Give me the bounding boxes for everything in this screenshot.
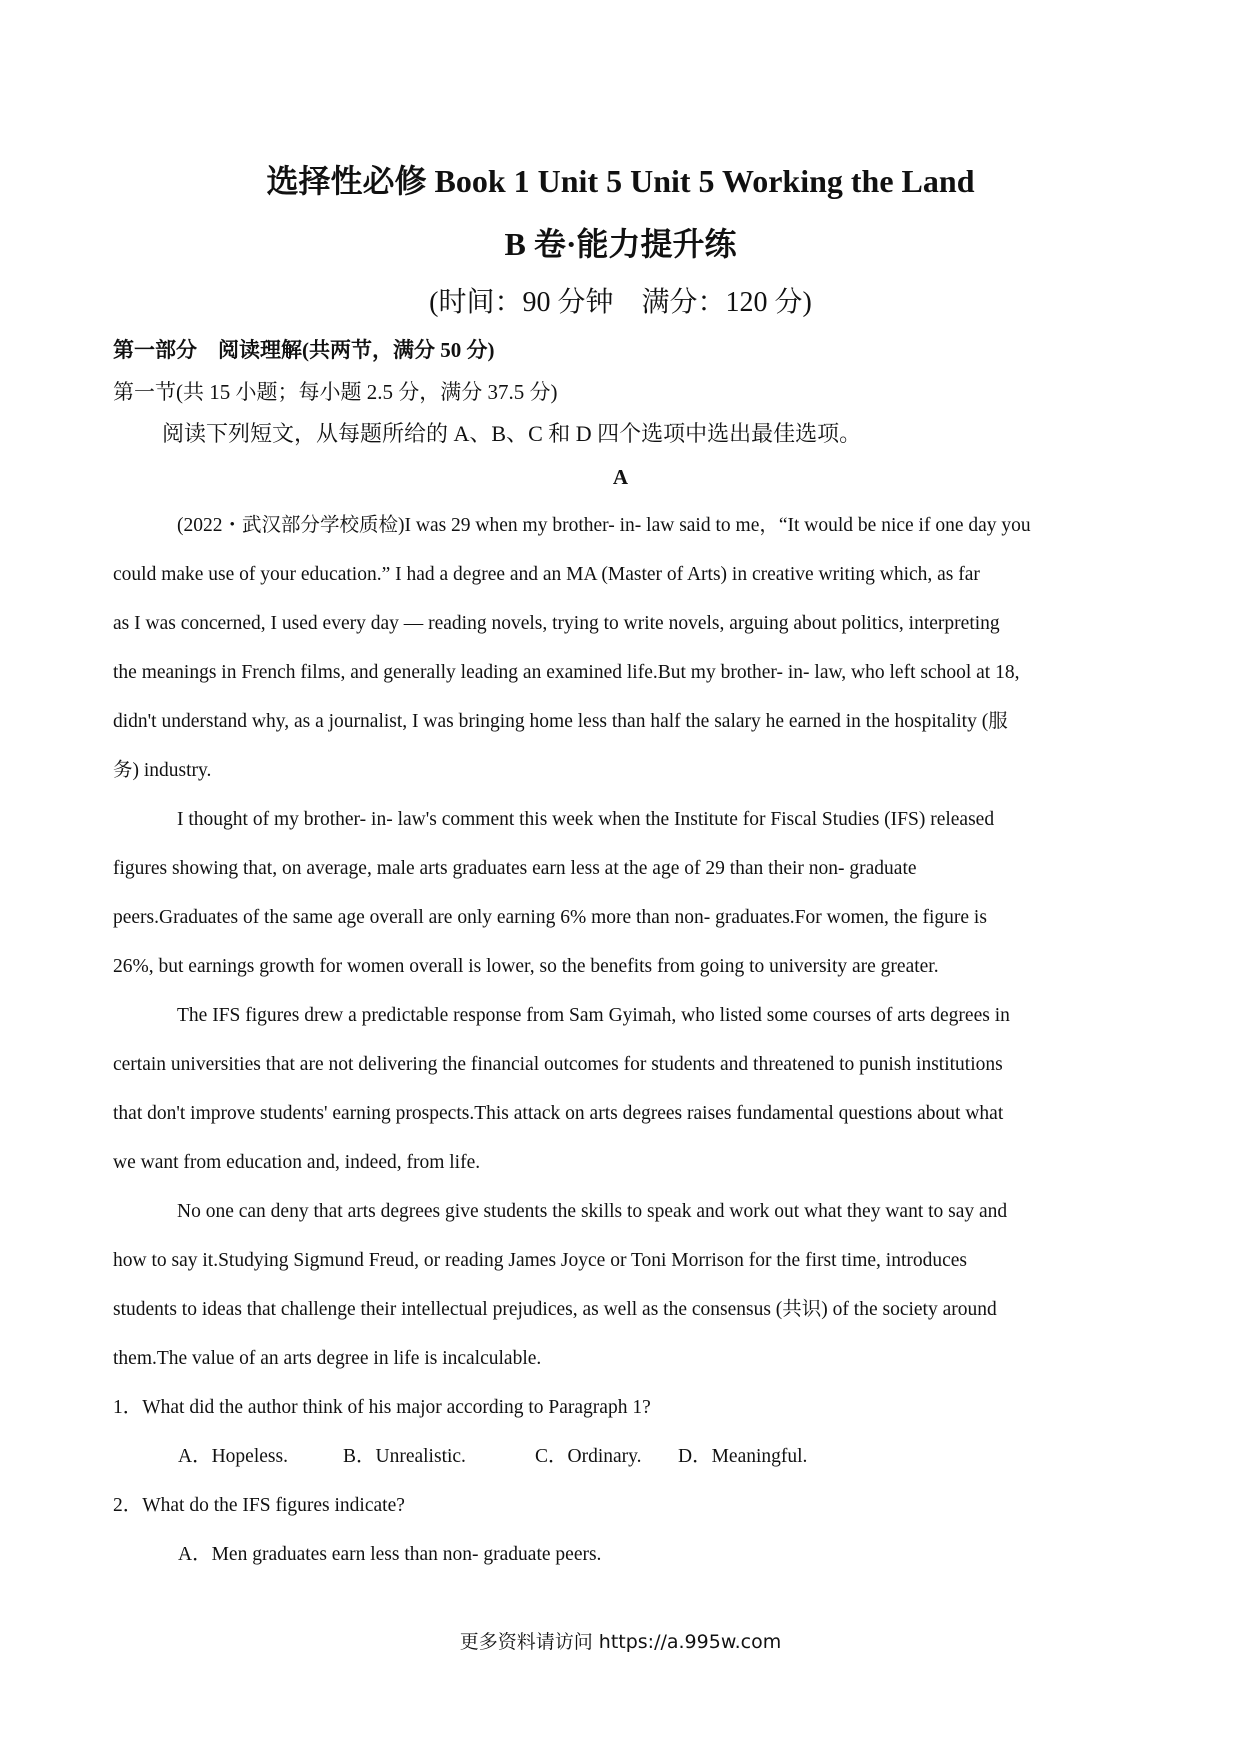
- passage-line: 务) industry.: [113, 760, 212, 781]
- option-a: A．Men graduates earn less than non- graduate peers.: [178, 1544, 602, 1565]
- passage-line: didn't understand why, as a journalist, I was bringing home less than half the salary he earned in the hospitality (服: [113, 711, 1008, 732]
- passage-line: figures showing that, on average, male arts graduates earn less at the age of 29 than their non- graduate: [113, 858, 917, 879]
- passage-letter: A: [612, 465, 629, 489]
- option-b: B．Unrealistic.: [343, 1446, 466, 1467]
- passage-line: the meanings in French films, and generally leading an examined life.But my brother- in- law, who left school at 18,: [113, 662, 1020, 683]
- part-heading: 第一部分 阅读理解(共两节，满分 50 分): [113, 338, 495, 362]
- footer-link-text: 更多资料请访问 https://a.995w.com: [459, 1631, 782, 1653]
- passage-line: certain universities that are not delivering the financial outcomes for students and threatened to punish institutions: [113, 1054, 1003, 1075]
- question-1-options: [178, 1443, 807, 1471]
- instruction-text: 阅读下列短文，从每题所给的 A、B、C 和 D 四个选项中选出最佳选项。: [162, 421, 862, 446]
- passage-line: 26%, but earnings growth for women overall is lower, so the benefits from going to university are greater.: [113, 956, 939, 977]
- document-title: 选择性必修 Book 1 Unit 5 Unit 5 Working the Land: [266, 163, 975, 199]
- passage-line: students to ideas that challenge their intellectual prejudices, as well as the consensus (共识) of the society around: [113, 1299, 997, 1320]
- passage-line: could make use of your education.” I had a degree and an MA (Master of Arts) in creative writing which, as far: [113, 564, 980, 585]
- section-heading: 第一节(共 15 小题；每小题 2.5 分，满分 37.5 分): [113, 380, 558, 404]
- passage-line: we want from education and, indeed, from life.: [113, 1152, 481, 1173]
- passage-line: No one can deny that arts degrees give students the skills to speak and work out what they want to say and: [177, 1201, 1008, 1222]
- option-d: D．Meaningful.: [678, 1446, 808, 1467]
- question-2-options: [178, 1541, 601, 1569]
- option-a: A．Hopeless.: [178, 1446, 288, 1467]
- document-subtitle: B 卷·能力提升练: [504, 226, 737, 262]
- passage-line: that don't improve students' earning prospects.This attack on arts degrees raises fundamental questions about what: [113, 1103, 1004, 1124]
- passage-line: as I was concerned, I used every day — reading novels, trying to write novels, arguing about politics, interpreting: [113, 613, 1000, 634]
- passage-line: (2022・武汉部分学校质检)I was 29 when my brother- in- law said to me，“It would be nice if one day you: [177, 515, 1031, 536]
- question-2-text: 2．What do the IFS figures indicate?: [113, 1495, 405, 1516]
- passage-line: The IFS figures drew a predictable response from Sam Gyimah, who listed some courses of arts degrees in: [177, 1005, 1010, 1026]
- option-c: C．Ordinary.: [535, 1446, 642, 1467]
- time-info: (时间：90 分钟 满分：120 分): [429, 287, 812, 318]
- passage-line: how to say it.Studying Sigmund Freud, or reading James Joyce or Toni Morrison for the first time, introduces: [113, 1250, 968, 1271]
- passage-line: I thought of my brother- in- law's comment this week when the Institute for Fiscal Studies (IFS) released: [177, 809, 995, 830]
- passage-line: peers.Graduates of the same age overall are only earning 6% more than non- graduates.For women, the figure is: [113, 907, 987, 928]
- passage-line: them.The value of an arts degree in life is incalculable.: [113, 1348, 542, 1369]
- question-1-text: 1．What did the author think of his major according to Paragraph 1?: [113, 1397, 651, 1418]
